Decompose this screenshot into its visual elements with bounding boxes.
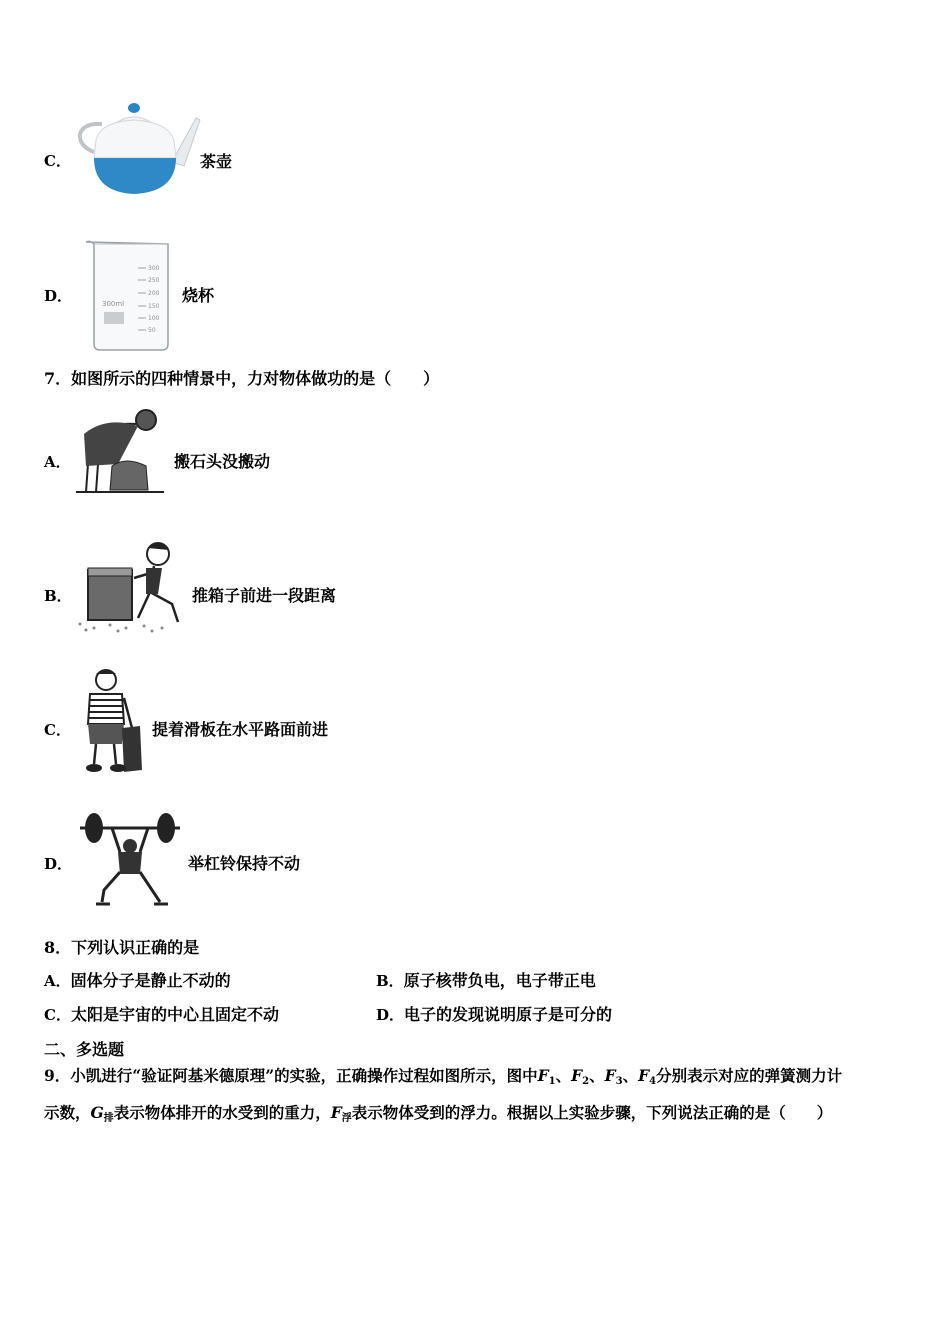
q7-option-c-label: C． [44,721,71,739]
q8-option-c [44,1005,279,1025]
beaker-volume-label: 300ml [102,300,125,308]
q8-option-b-text: 原子核带负电，电子带正电 [403,971,596,990]
q8-option-d-label: D． [376,1006,405,1024]
q9-f4: F [638,1066,650,1085]
question-7-stem: 7．如图所示的四种情景中，力对物体做功的是（ ） [44,369,440,388]
question-9-line-1 [44,1064,842,1086]
beaker-mark-300: 300 [148,265,160,272]
q8-option-d [376,1005,612,1025]
q9-text-2c: 表示物体受到的浮力。根据以上实验步骤，下列说法正确的是（ ） [351,1103,833,1122]
beaker-mark-150: 150 [148,303,160,310]
q9-text-2b: 表示物体排开的水受到的重力， [113,1103,331,1122]
person-pushing-box-icon [74,538,189,634]
beaker-icon [82,238,172,353]
q9-f2-sub: 2 [582,1076,590,1087]
weightlifter-icon [76,808,186,908]
q9-f: F [330,1103,342,1122]
q9-text-2a: 示数， [44,1103,91,1122]
q9-g: G [90,1103,104,1122]
q8-option-a [44,971,231,991]
q8-option-a-text: 固体分子是静止不动的 [70,971,231,990]
q9-text-1b: 分别表示对应的弹簧测力计 [656,1066,843,1085]
beaker-mark-250: 250 [148,277,160,284]
q9-f2: F [571,1066,583,1085]
q7-option-c-caption: 提着滑板在水平路面前进 [152,720,329,739]
q8-option-c-text: 太阳是宇宙的中心且固定不动 [70,1005,279,1024]
q9-sep-2: 、 [589,1066,605,1085]
option-c-caption: 茶壶 [200,152,233,171]
option-d-label: D． [44,287,73,305]
question-8-stem: 8．下列认识正确的是 [44,938,200,957]
q9-text-1a: 9．小凯进行“验证阿基米德原理”的实验，正确操作过程如图所示，图中 [44,1066,538,1085]
person-lifting-stone-icon [76,404,166,496]
q9-f4-sub: 4 [649,1076,657,1087]
q7-option-d-caption: 举杠铃保持不动 [188,854,301,873]
beaker-mark-50: 50 [148,327,156,334]
q9-f1-sub: 1 [548,1076,556,1087]
beaker-mark-100: 100 [148,315,160,322]
q8-option-b-label: B． [376,972,404,990]
option-c-label: C． [44,152,71,170]
q9-f1: F [537,1066,549,1085]
q9-sep-1: 、 [555,1066,572,1085]
beaker-mark-200: 200 [148,290,160,297]
q7-option-b-label: B． [44,587,72,605]
option-d-caption: 烧杯 [182,286,215,305]
q7-option-b-caption: 推箱子前进一段距离 [192,586,337,605]
q7-option-d-label: D． [44,855,73,873]
teapot-icon [72,100,202,200]
question-9-line-2 [44,1101,832,1123]
q9-f3: F [604,1066,616,1085]
q8-option-a-label: A． [44,972,71,990]
q7-option-a-caption: 搬石头没搬动 [174,452,271,471]
q8-option-d-text: 电子的发现说明原子是可分的 [404,1005,613,1024]
q7-option-a-label: A． [44,453,71,471]
q9-f3-sub: 3 [615,1076,623,1087]
q9-g-sub: 排 [103,1113,114,1124]
q9-f-sub: 浮 [341,1113,352,1124]
person-carrying-skateboard-icon [78,666,150,778]
q8-option-b [376,971,596,991]
q8-option-c-label: C． [44,1006,71,1024]
section-2-title: 二、多选题 [44,1040,125,1059]
q9-sep-3: 、 [622,1066,639,1085]
